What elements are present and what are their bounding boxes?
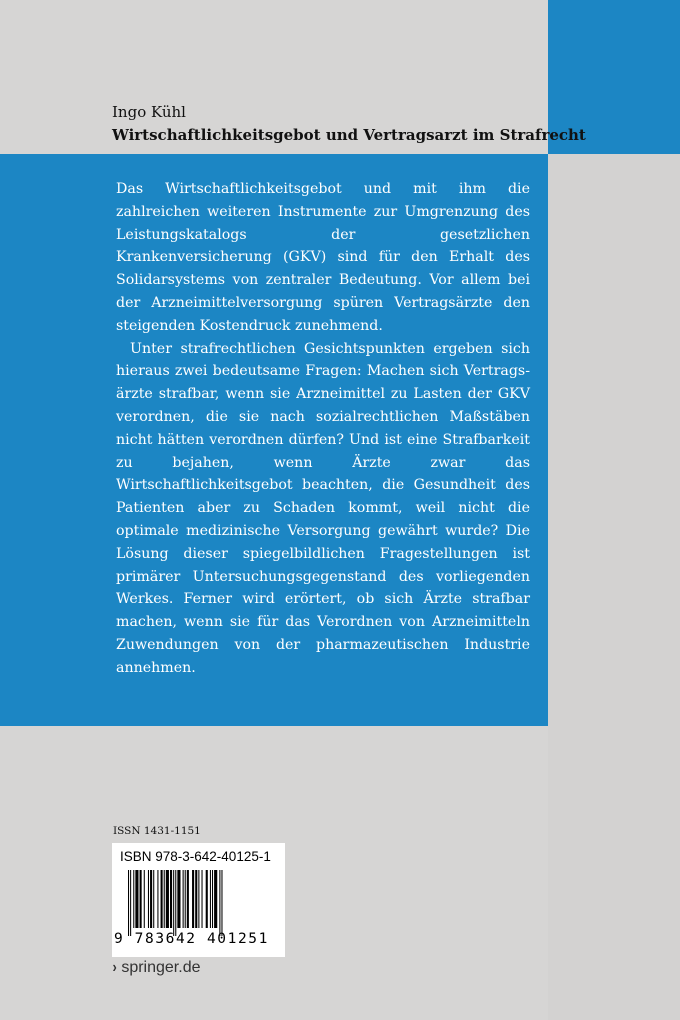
barcode-bar [150, 870, 152, 928]
barcode-bar [144, 870, 145, 928]
barcode-bar [212, 870, 213, 928]
barcode-bar [164, 870, 165, 928]
barcode-bar [130, 870, 131, 936]
chevron-right-icon: › [112, 959, 117, 976]
barcode-bars [126, 870, 274, 936]
barcode-bar [148, 870, 149, 928]
barcode-bar [175, 870, 176, 936]
publisher-url: springer.de [121, 959, 201, 976]
author-name: Ingo Kühl [112, 103, 186, 121]
barcode-bar [135, 870, 138, 928]
barcode-bar [157, 870, 158, 928]
barcode-bar [202, 870, 203, 928]
barcode-bar [183, 870, 184, 928]
barcode-bar [214, 870, 217, 928]
isbn-barcode [112, 843, 285, 957]
barcode-bar [206, 870, 208, 928]
issn-label: ISSN 1431-1151 [113, 825, 201, 837]
barcode-bar [187, 870, 189, 928]
barcode-bar [128, 870, 129, 936]
barcode-bar [161, 870, 163, 928]
barcode-bar [173, 870, 174, 936]
barcode-bar [140, 870, 142, 928]
barcode-bar [153, 870, 154, 928]
barcode-bar [210, 870, 211, 928]
publisher-link[interactable] [112, 959, 201, 977]
blurb-text [116, 178, 530, 680]
barcode-bar [219, 870, 220, 936]
blurb-paragraph-2: Unter strafrechtlichen Gesichtspunkten ergeben sich hieraus zwei bedeutsame Fragen: Machen sich Vertragsärzte strafbar, wenn sie Arzneimittel zu Lasten der GKV verordnen, die sie nach sozialrechtlichen Maßstäben nicht hätten verordnen dürfen? Und ist eine Strafbarkeit zu bejahen, wenn Ärzte zwar das Wirtschaftlichkeitsgebot beachten, die Gesundheit des Patienten aber zu Schaden kommt, weil nicht die optimale medizinische Versorgung gewährt wurde? Die Lösung dieser spiegelbildlichen Fragestellungen ist primärer Untersuchungsgegenstand des vorliegenden Werkes. Ferner wird erörtert, ob sich Ärzte strafbar machen, wenn sie für das Verordnen von Arzneimitteln Zuwendungen von der pharmazeutischen Industrie annehmen. [116, 340, 530, 676]
blurb-paragraph-1: Das Wirtschaftlichkeitsgebot und mit ihm die zahlreichen weiteren Instrumente zur Umgrenzung des Leistungskatalogs der gesetzlichen Krankenversicherung (GKV) sind für den Erhalt des Solidarsystems von zentraler Bedeutung. Vor allem bei der Arzneimittelversorgung spüren Vertragsärzte den steigenden Kostendruck zunehmend. [116, 181, 530, 334]
barcode-digits: 9 783642 401251 [114, 931, 269, 947]
barcode-bar [166, 870, 169, 928]
barcode-bar [221, 870, 222, 936]
barcode-bar [133, 870, 134, 928]
barcode-bar [195, 870, 197, 928]
barcode-bar [170, 870, 172, 928]
isbn-label: ISBN 978-3-642-40125-1 [120, 849, 271, 864]
barcode-bar [185, 870, 186, 928]
barcode-bar [177, 870, 180, 928]
book-title: Wirtschaftlichkeitsgebot und Vertragsarzt im Strafrecht [112, 126, 586, 144]
barcode-bar [192, 870, 194, 928]
barcode-bar [198, 870, 199, 928]
